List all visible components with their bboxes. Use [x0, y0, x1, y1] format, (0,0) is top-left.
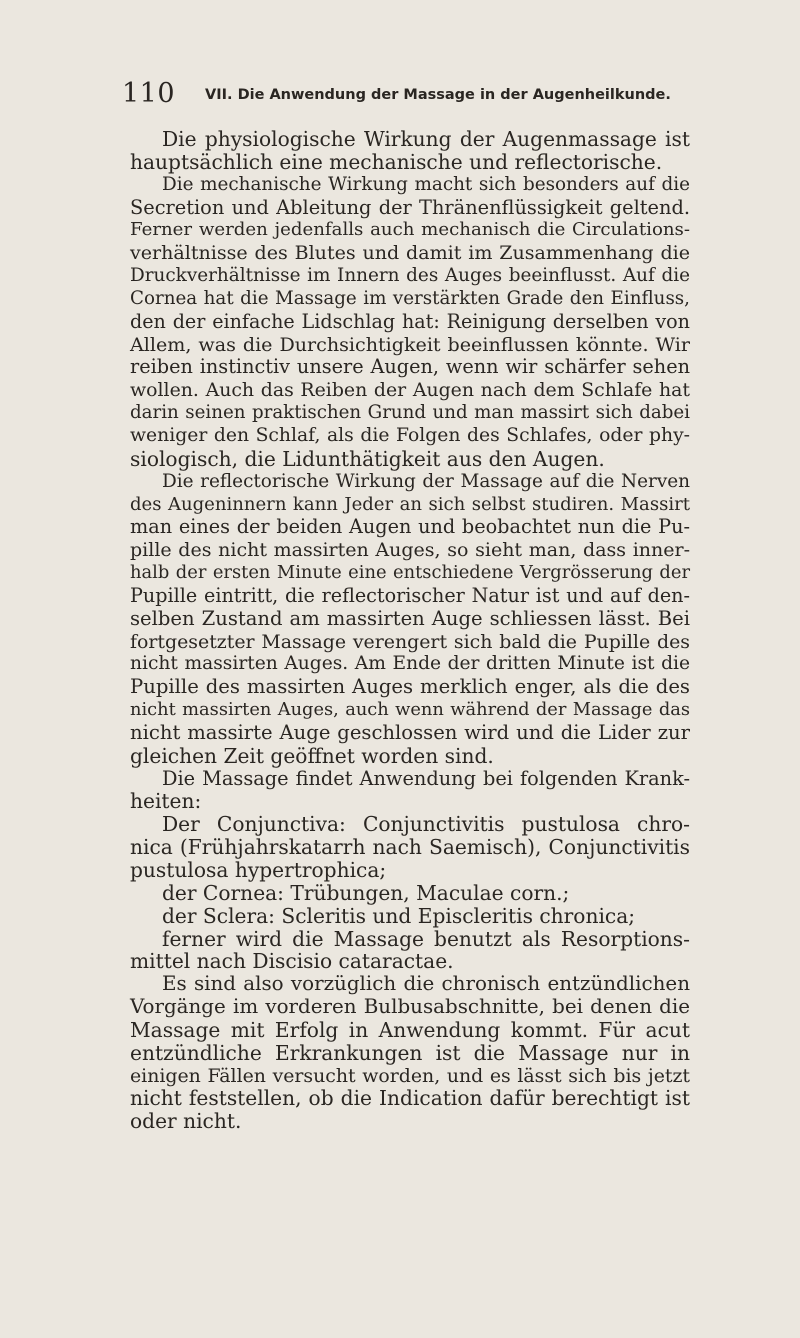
text-line: einigen Fällen versucht worden, und es lässt sich bis jetzt: [130, 1064, 690, 1087]
text-line: fortgesetzter Massage verengert sich bald die Pupille des: [130, 630, 690, 653]
text-line: Es sind also vorzüglich die chronisch entzündlichen: [162, 972, 690, 996]
text-line: wollen. Auch das Reiben der Augen nach dem Schlafe hat: [130, 379, 690, 402]
text-line: Die Massage findet Anwendung bei folgenden Krank-: [162, 766, 690, 790]
text-line: nicht massirten Auges, auch wenn während der Massage das: [130, 699, 690, 721]
text-line: Die physiologische Wirkung der Augenmassage ist: [162, 127, 690, 151]
text-line: nicht feststellen, ob die Indication dafür berechtigt ist: [130, 1086, 690, 1111]
text-line: mittel nach Discisio cataractae.: [130, 949, 454, 974]
text-line: Pupille des massirten Auges merklich enger, als die des: [130, 675, 690, 699]
text-line: Cornea hat die Massage im verstärkten Grade den Einfluss,: [130, 287, 690, 309]
text-line: heiten:: [130, 789, 202, 814]
text-line: Vorgänge im vorderen Bulbusabschnitte, bei denen die: [130, 995, 690, 1019]
text-line: gleichen Zeit geöffnet worden sind.: [130, 743, 494, 768]
text-line: hauptsächlich eine mechanische und reflectorische.: [130, 149, 663, 174]
text-line: siologisch, die Lidunthätigkeit aus den Augen.: [130, 446, 605, 471]
text-line: reiben instinctiv unsere Augen, wenn wir schärfer sehen: [130, 355, 690, 379]
text-line: nicht massirten Auges. Am Ende der dritten Minute ist die: [130, 653, 690, 675]
text-line: Secretion und Ableitung der Thränenflüssigkeit geltend.: [130, 195, 690, 219]
text-line: den der einfache Lidschlag hat: Reinigung derselben von: [130, 309, 690, 333]
page-number: 110: [122, 78, 176, 109]
text-line: Ferner werden jedenfalls auch mechanisch die Circulations-: [130, 219, 690, 241]
text-line: entzündliche Erkrankungen ist die Massage nur in: [130, 1040, 690, 1065]
body-text: [130, 128, 690, 1133]
text-line: verhältnisse des Blutes und damit im Zusammenhang die: [130, 242, 690, 265]
text-line: nicht massirte Auge geschlossen wird und die Lider zur: [130, 720, 690, 744]
text-line: oder nicht.: [130, 1109, 242, 1134]
text-line: pustulosa hypertrophica;: [130, 858, 387, 882]
text-line: Massage mit Erfolg in Anwendung kommt. Für acut: [130, 1017, 690, 1042]
text-line: der Cornea: Trübungen, Maculae corn.;: [162, 880, 570, 905]
text-line: selben Zustand am massirten Auge schliessen lässt. Bei: [130, 606, 690, 630]
text-line: Die reflectorische Wirkung der Massage auf die Nerven: [162, 470, 690, 492]
text-line: Die mechanische Wirkung macht sich besonders auf die: [162, 173, 690, 195]
text-line: man eines der beiden Augen und beobachtet nun die Pu-: [130, 515, 690, 539]
text-line: nica (Frühjahrskatarrh nach Saemisch), Conjunctivitis: [130, 835, 690, 860]
text-line: darin seinen praktischen Grund und man massirt sich dabei: [130, 402, 690, 424]
running-head: [122, 78, 682, 114]
text-line: halb der ersten Minute eine entschiedene Vergrösserung der: [130, 562, 690, 584]
text-line: pille des nicht massirten Auges, so sieht man, dass inner-: [130, 539, 690, 562]
text-line: Druckverhältnisse im Innern des Auges beeinflusst. Auf die: [130, 265, 690, 287]
text-line: Der Conjunctiva: Conjunctivitis pustulosa chro-: [162, 812, 690, 837]
text-line: weniger den Schlaf, als die Folgen des Schlafes, oder phy-: [130, 424, 690, 446]
text-line: Allem, was die Durchsichtigkeit beeinflussen könnte. Wir: [130, 333, 690, 356]
text-line: ferner wird die Massage benutzt als Resorptions-: [162, 926, 690, 951]
running-title: VII. Die Anwendung der Massage in der Augenheilkunde.: [205, 87, 671, 103]
text-line: der Sclera: Scleritis und Episcleritis chronica;: [162, 903, 636, 928]
text-line: Pupille eintritt, die reflectorischer Natur ist und auf den-: [130, 583, 690, 607]
text-line: des Augeninnern kann Jeder an sich selbst studiren. Massirt: [130, 493, 690, 515]
